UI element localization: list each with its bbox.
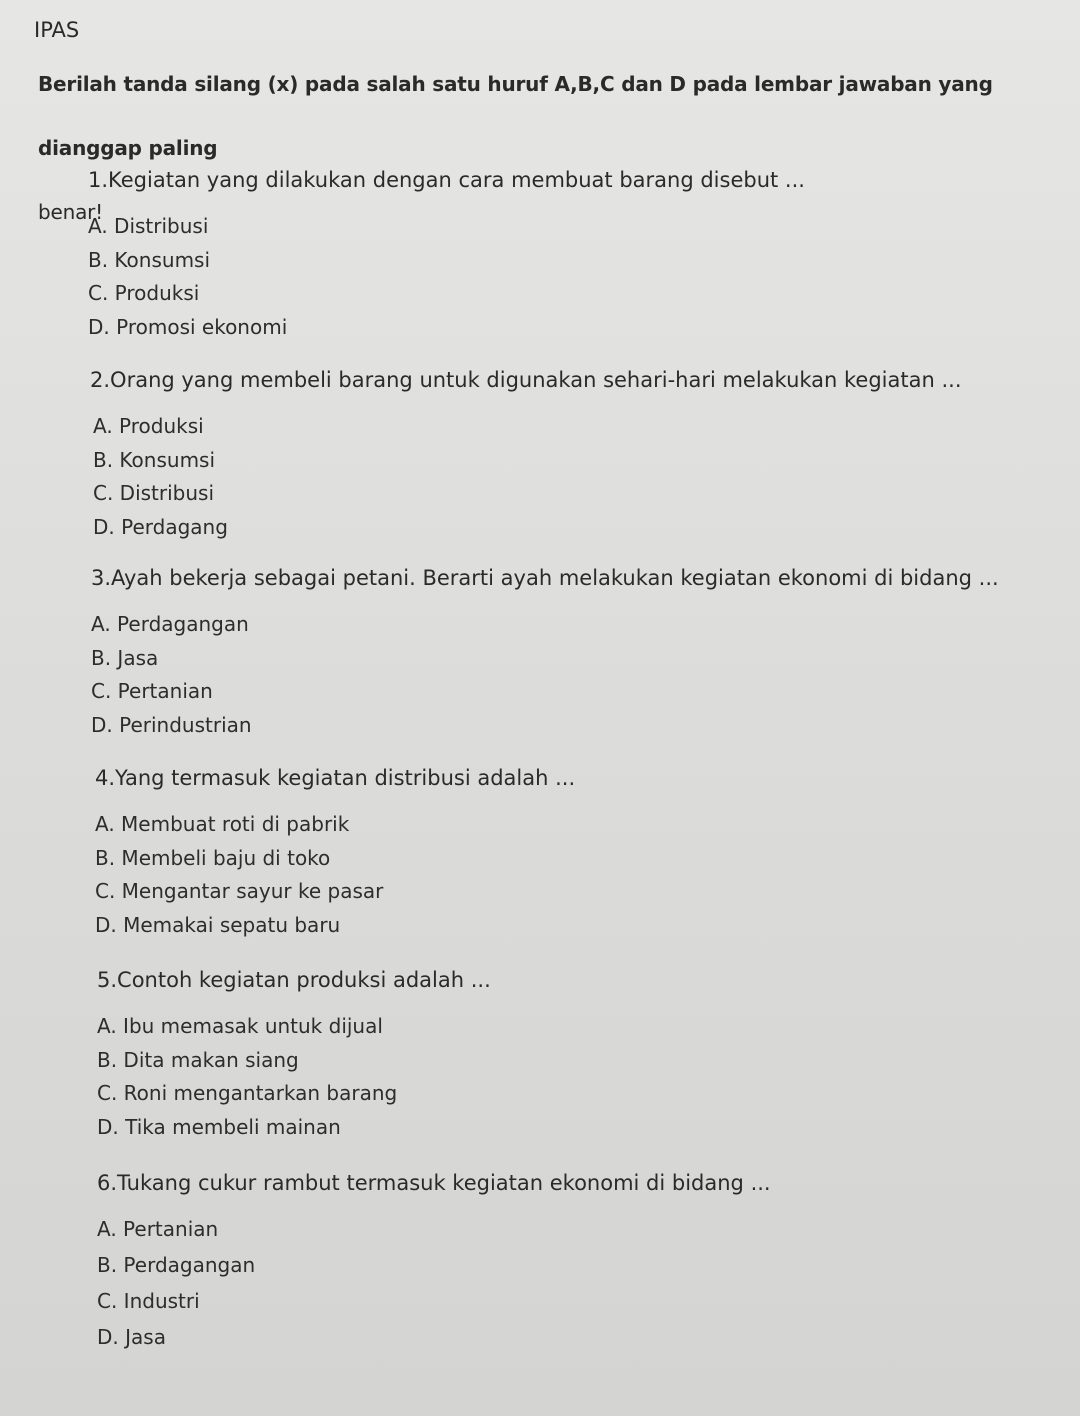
subject-title: IPAS [34,18,80,42]
question-stem: 1.Kegiatan yang dilakukan dengan cara membuat barang disebut ... [88,168,805,192]
option-c[interactable]: C. Distribusi [93,481,215,505]
option-b[interactable]: B. Konsumsi [93,447,216,472]
option-a[interactable]: A. Membuat roti di pabrik [95,812,350,836]
question-6 [97,1168,1077,1358]
option-b[interactable]: B. Perdagangan [97,1253,256,1277]
option-d[interactable]: D. Promosi ekonomi [88,314,288,339]
question-stem: 3.Ayah bekerja sebagai petani. Berarti ayah melakukan kegiatan ekonomi di bidang ... [91,566,999,590]
instruction-tail: benar! [38,200,103,224]
question-stem: 5.Contoh kegiatan produksi adalah ... [97,968,491,992]
option-a[interactable]: A. Produksi [93,414,204,438]
question-stem: 6.Tukang cukur rambut termasuk kegiatan ekonomi di bidang ... [97,1171,771,1195]
option-b[interactable]: B. Membeli baju di toko [95,845,331,870]
option-d[interactable]: D. Jasa [97,1325,166,1349]
question-5 [97,965,1077,1145]
question-3 [91,563,1071,743]
option-a[interactable]: A. Distribusi [88,214,209,238]
option-c[interactable]: C. Mengantar sayur ke pasar [95,879,384,903]
option-c[interactable]: C. Pertanian [91,679,213,703]
option-b[interactable]: B. Konsumsi [88,247,211,272]
instruction-main: Berilah tanda silang (x) pada salah satu huruf A,B,C dan D pada lembar jawaban yang dianggap paling [38,72,993,160]
option-d[interactable]: D. Tika membeli mainan [97,1114,341,1139]
question-1 [88,165,1068,345]
option-a[interactable]: A. Pertanian [97,1217,219,1241]
option-a[interactable]: A. Perdagangan [91,612,249,636]
option-b[interactable]: B. Dita makan siang [97,1047,299,1072]
question-stem: 2.Orang yang membeli barang untuk digunakan sehari-hari melakukan kegiatan ... [90,368,962,392]
question-4 [95,763,1075,943]
option-c[interactable]: C. Produksi [88,281,200,305]
option-c[interactable]: C. Roni mengantarkan barang [97,1081,398,1105]
option-a[interactable]: A. Ibu memasak untuk dijual [97,1014,383,1038]
option-d[interactable]: D. Perdagang [93,514,228,539]
option-c[interactable]: C. Industri [97,1289,200,1313]
question-2 [90,365,1070,545]
question-stem: 4.Yang termasuk kegiatan distribusi adalah ... [95,766,576,790]
option-b[interactable]: B. Jasa [91,645,159,670]
option-d[interactable]: D. Perindustrian [91,712,252,737]
option-d[interactable]: D. Memakai sepatu baru [95,912,341,937]
